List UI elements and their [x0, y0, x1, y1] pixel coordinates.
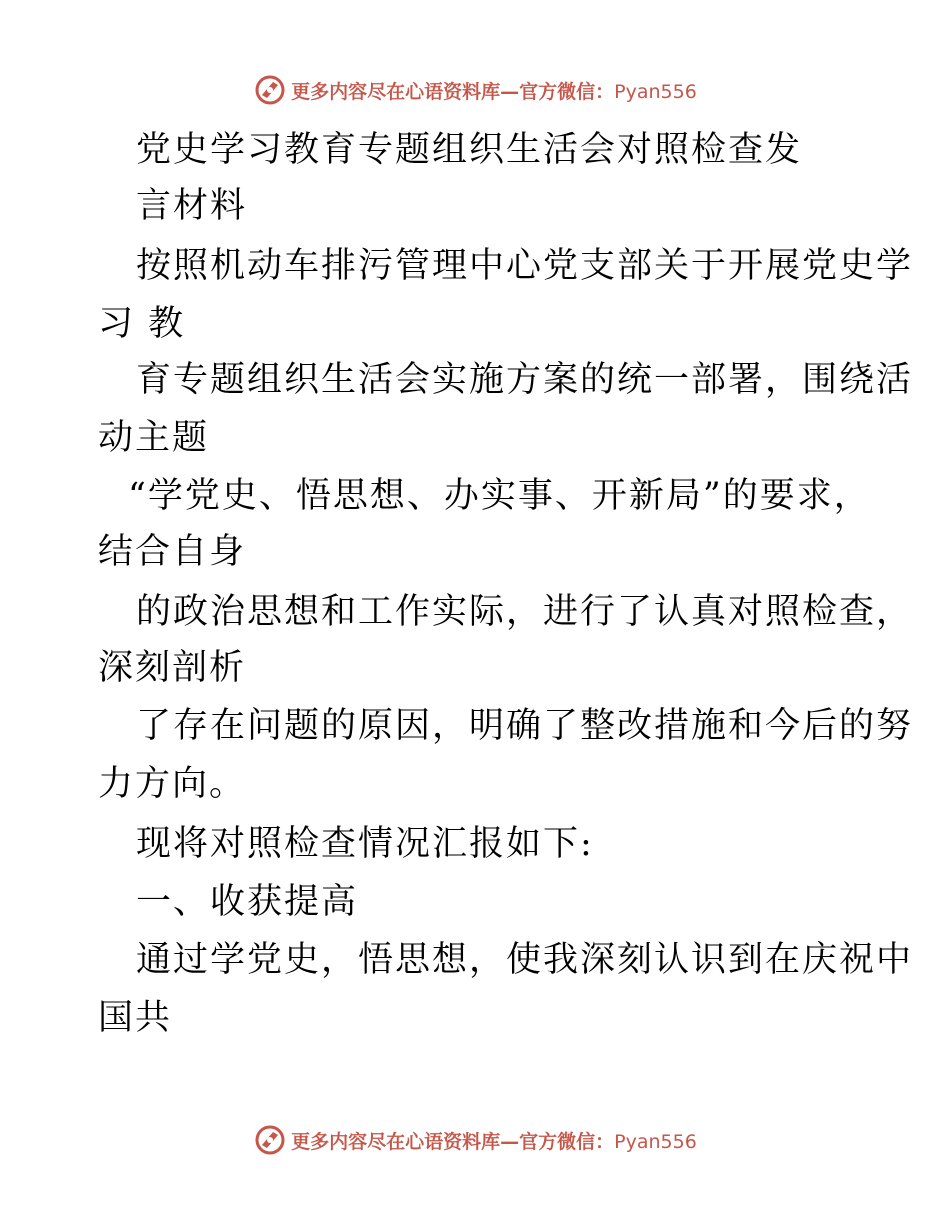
- paragraph-line: 的政治思想和工作实际，进行了认真对照检查，: [136, 592, 914, 632]
- paragraph-line: 力方向。: [98, 764, 247, 804]
- paragraph-line: 按照机动车排污管理中心党支部关于开展党史学: [136, 246, 914, 286]
- paragraph-line: 了存在问题的原因，明确了整改措施和今后的努: [136, 706, 914, 746]
- title-line-1: 党史学习教育专题组织生活会对照检查发: [136, 130, 803, 170]
- paragraph-line: “学党史、悟思想、办实事、开新局”的要求，: [128, 476, 871, 516]
- paragraph-line: 习 教: [98, 304, 186, 344]
- title-line-2: 言材料: [136, 186, 248, 226]
- watermark-text: 更多内容尽在心语资料库—官方微信：Pyan556: [291, 1130, 697, 1153]
- paragraph-line: 国共: [98, 998, 173, 1038]
- paragraph-line: 深刻剖析: [98, 648, 247, 688]
- paragraph-line: 通过学党史，悟思想，使我深刻认识到在庆祝中: [136, 940, 914, 980]
- paragraph-line: 结合自身: [98, 532, 247, 572]
- brand-logo-icon: [253, 73, 287, 107]
- paragraph-line: 动主题: [98, 418, 210, 458]
- section-heading: 一、收获提高: [136, 882, 359, 922]
- watermark-text: 更多内容尽在心语资料库—官方微信：Pyan556: [291, 80, 697, 103]
- watermark-footer: [0, 1120, 950, 1160]
- watermark-header: [0, 70, 950, 110]
- paragraph-line: 现将对照检查情况汇报如下:: [136, 824, 594, 864]
- paragraph-line: 育专题组织生活会实施方案的统一部署，围绕活: [136, 360, 914, 400]
- brand-logo-icon: [253, 1123, 287, 1157]
